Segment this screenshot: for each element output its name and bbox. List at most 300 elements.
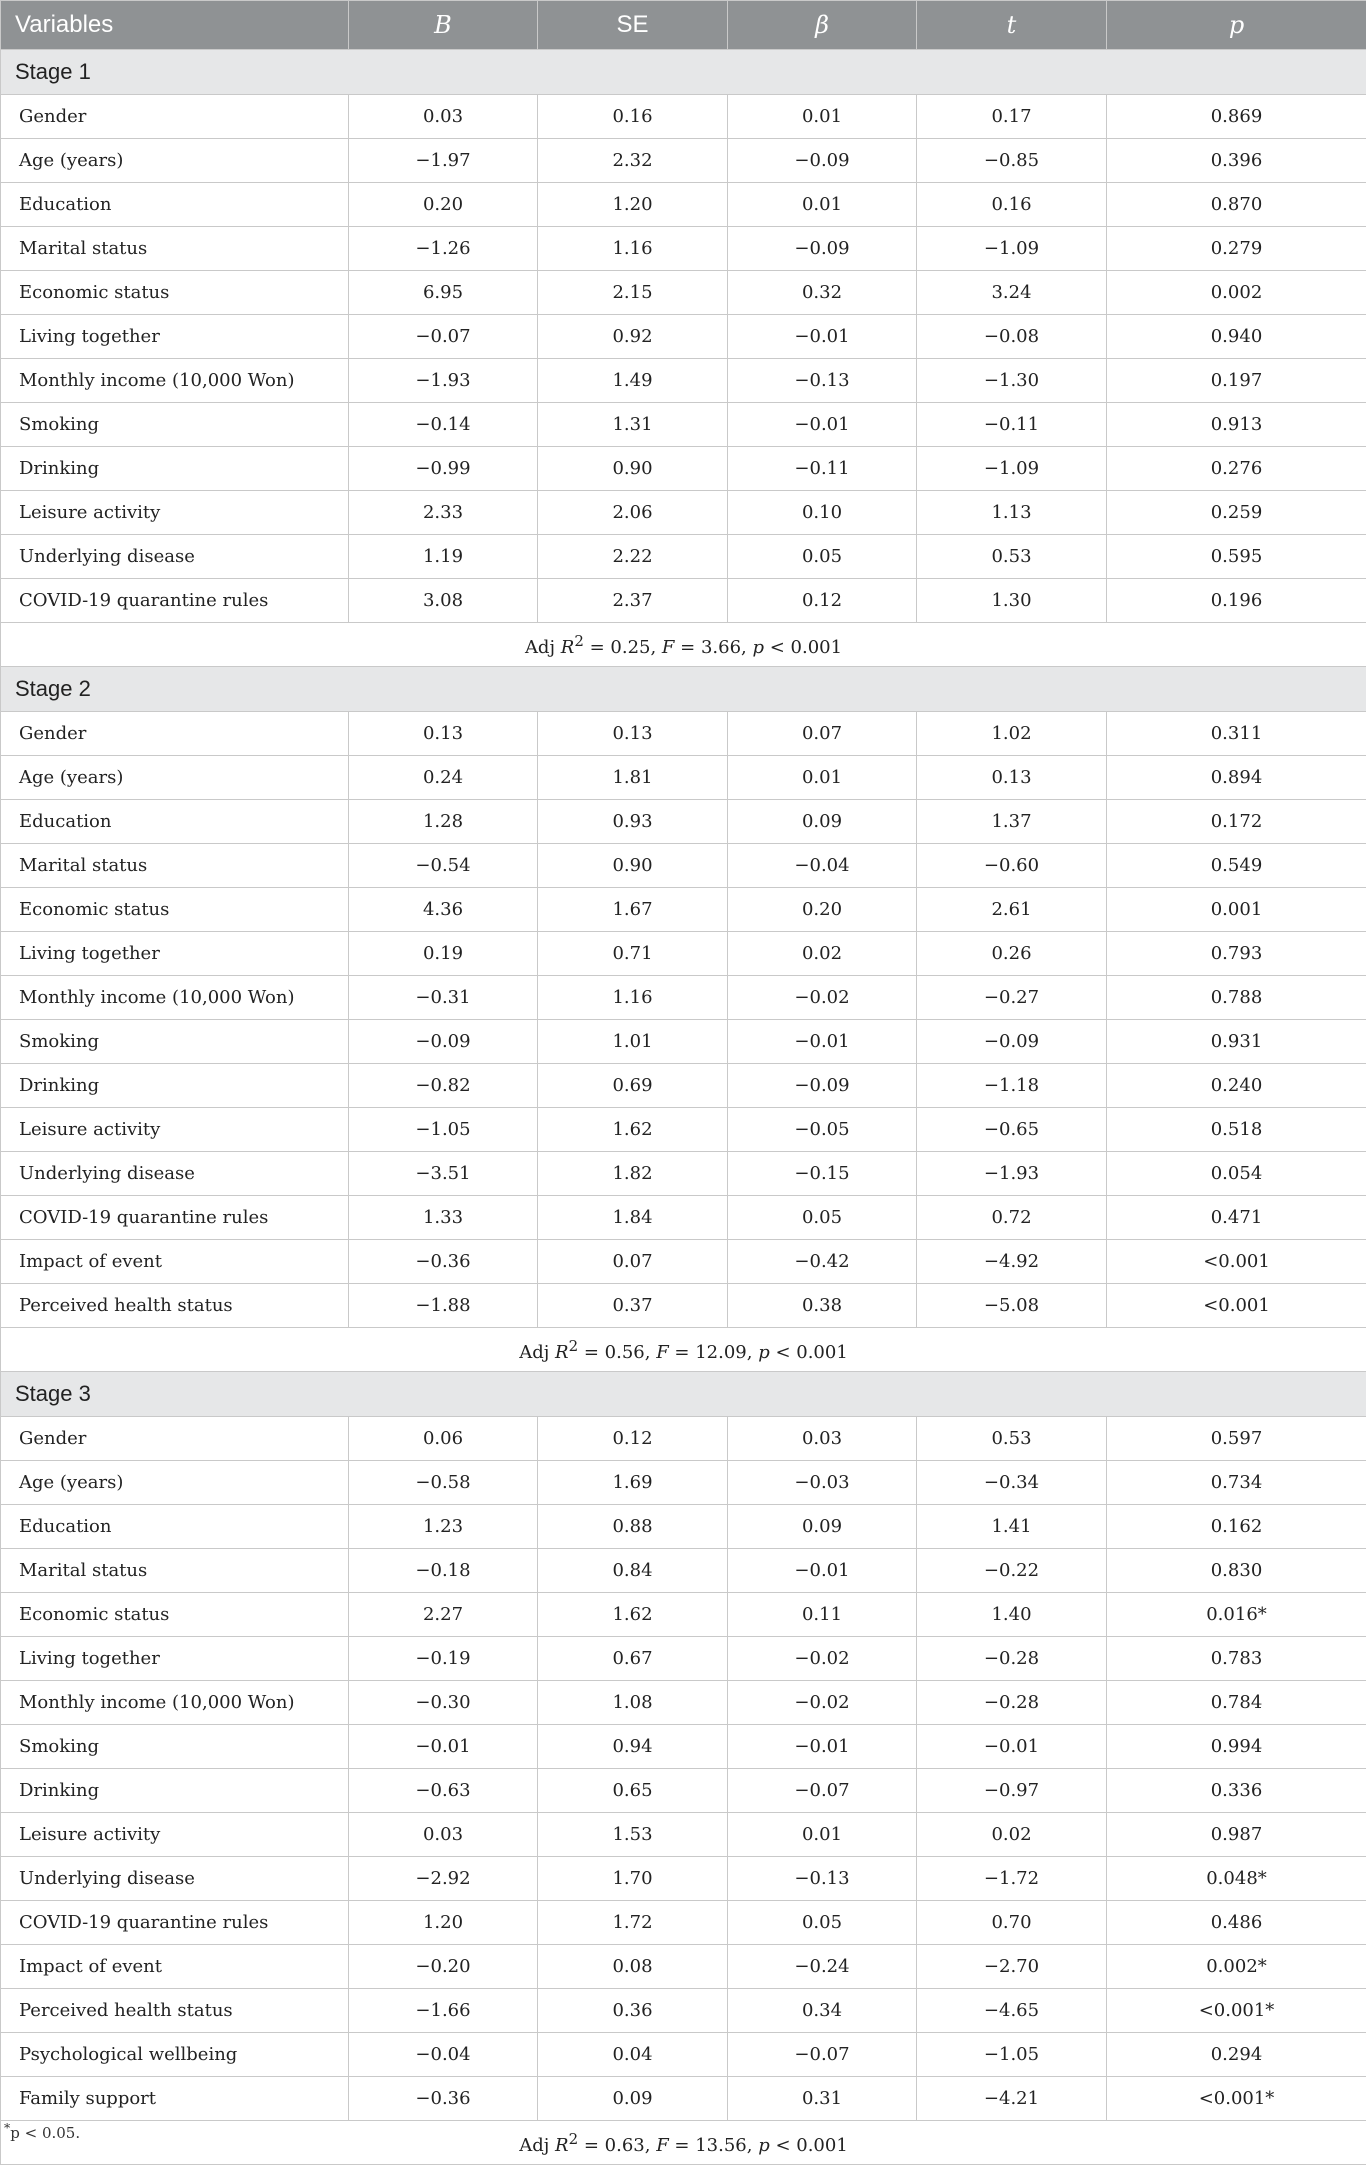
p-cell: 0.788 — [1107, 976, 1366, 1020]
table-row — [1, 535, 1366, 579]
variable-cell: Age (years) — [1, 139, 349, 183]
t-cell: −4.21 — [917, 2077, 1107, 2121]
beta-cell: −0.07 — [728, 1769, 917, 1813]
variable-cell: COVID-19 quarantine rules — [1, 1901, 349, 1945]
b-cell: 0.24 — [349, 756, 538, 800]
se-cell: 0.12 — [538, 1417, 728, 1461]
p-cell: 0.294 — [1107, 2033, 1366, 2077]
model-summary-row — [1, 1328, 1366, 1372]
t-cell: 1.13 — [917, 491, 1107, 535]
p-cell: 0.172 — [1107, 800, 1366, 844]
variable-cell: Marital status — [1, 227, 349, 271]
p-cell: 0.994 — [1107, 1725, 1366, 1769]
t-cell: 1.02 — [917, 712, 1107, 756]
model-summary-row — [1, 2121, 1366, 2165]
table-row — [1, 271, 1366, 315]
t-cell: 3.24 — [917, 271, 1107, 315]
variable-cell: Psychological wellbeing — [1, 2033, 349, 2077]
b-cell: −1.26 — [349, 227, 538, 271]
beta-cell: 0.05 — [728, 1901, 917, 1945]
t-cell: −0.01 — [917, 1725, 1107, 1769]
t-cell: 0.70 — [917, 1901, 1107, 1945]
variable-cell: Impact of event — [1, 1945, 349, 1989]
t-cell: −0.09 — [917, 1020, 1107, 1064]
table-row — [1, 1196, 1366, 1240]
variable-cell: Gender — [1, 95, 349, 139]
table-row — [1, 888, 1366, 932]
se-cell: 1.16 — [538, 227, 728, 271]
beta-cell: −0.02 — [728, 1681, 917, 1725]
se-cell: 1.81 — [538, 756, 728, 800]
summary-r2-value: = 0.63, — [578, 2135, 656, 2156]
table-row — [1, 1813, 1366, 1857]
p-cell: <0.001* — [1107, 2077, 1366, 2121]
variable-cell: Marital status — [1, 844, 349, 888]
se-cell: 1.72 — [538, 1901, 728, 1945]
summary-r-exponent: 2 — [569, 1337, 579, 1355]
b-cell: −0.99 — [349, 447, 538, 491]
se-cell: 1.69 — [538, 1461, 728, 1505]
b-cell: −1.66 — [349, 1989, 538, 2033]
se-cell: 2.06 — [538, 491, 728, 535]
variable-cell: Family support — [1, 2077, 349, 2121]
se-cell: 2.37 — [538, 579, 728, 623]
t-cell: 1.30 — [917, 579, 1107, 623]
beta-cell: 0.09 — [728, 1505, 917, 1549]
p-cell: 0.931 — [1107, 1020, 1366, 1064]
table-row — [1, 447, 1366, 491]
b-cell: −0.30 — [349, 1681, 538, 1725]
beta-cell: −0.07 — [728, 2033, 917, 2077]
beta-cell: 0.01 — [728, 183, 917, 227]
summary-f-value: = 3.66, — [674, 637, 752, 658]
beta-cell: 0.03 — [728, 1417, 917, 1461]
variable-cell: Monthly income (10,000 Won) — [1, 976, 349, 1020]
variable-cell: Gender — [1, 1417, 349, 1461]
t-cell: −2.70 — [917, 1945, 1107, 1989]
table-row — [1, 1945, 1366, 1989]
p-cell: 0.734 — [1107, 1461, 1366, 1505]
b-cell: −0.63 — [349, 1769, 538, 1813]
p-cell: 0.002 — [1107, 271, 1366, 315]
b-cell: 2.33 — [349, 491, 538, 535]
table-row — [1, 1284, 1366, 1328]
p-cell: <0.001* — [1107, 1989, 1366, 2033]
b-cell: 2.27 — [349, 1593, 538, 1637]
beta-cell: −0.05 — [728, 1108, 917, 1152]
t-cell: 0.72 — [917, 1196, 1107, 1240]
stage-title: Stage 2 — [1, 667, 1366, 712]
t-cell: −0.65 — [917, 1108, 1107, 1152]
se-cell: 0.93 — [538, 800, 728, 844]
se-cell: 0.04 — [538, 2033, 728, 2077]
beta-cell: 0.01 — [728, 756, 917, 800]
t-cell: 0.13 — [917, 756, 1107, 800]
beta-cell: −0.01 — [728, 403, 917, 447]
p-cell: 0.196 — [1107, 579, 1366, 623]
b-cell: −0.04 — [349, 2033, 538, 2077]
variable-cell: Underlying disease — [1, 1152, 349, 1196]
table-row — [1, 2033, 1366, 2077]
header-se: SE — [538, 1, 728, 50]
table-row — [1, 1593, 1366, 1637]
table-row — [1, 1152, 1366, 1196]
summary-r2-value: = 0.56, — [578, 1342, 656, 1363]
variable-cell: Age (years) — [1, 1461, 349, 1505]
t-cell: −0.11 — [917, 403, 1107, 447]
variable-cell: Monthly income (10,000 Won) — [1, 359, 349, 403]
b-cell: −1.93 — [349, 359, 538, 403]
table-row — [1, 1681, 1366, 1725]
se-cell: 0.37 — [538, 1284, 728, 1328]
p-cell: 0.162 — [1107, 1505, 1366, 1549]
t-cell: −0.60 — [917, 844, 1107, 888]
beta-cell: −0.42 — [728, 1240, 917, 1284]
b-cell: 0.13 — [349, 712, 538, 756]
se-cell: 0.36 — [538, 1989, 728, 2033]
beta-cell: 0.05 — [728, 1196, 917, 1240]
se-cell: 0.65 — [538, 1769, 728, 1813]
table-row — [1, 183, 1366, 227]
t-cell: −0.22 — [917, 1549, 1107, 1593]
t-cell: −0.28 — [917, 1637, 1107, 1681]
variable-cell: Marital status — [1, 1549, 349, 1593]
table-row — [1, 1989, 1366, 2033]
table-row — [1, 1769, 1366, 1813]
beta-cell: 0.34 — [728, 1989, 917, 2033]
table-row — [1, 756, 1366, 800]
p-cell: 0.518 — [1107, 1108, 1366, 1152]
variable-cell: Smoking — [1, 403, 349, 447]
b-cell: 0.03 — [349, 1813, 538, 1857]
se-cell: 1.84 — [538, 1196, 728, 1240]
summary-f-value: = 12.09, — [669, 1342, 759, 1363]
variable-cell: Drinking — [1, 1064, 349, 1108]
table-row — [1, 1505, 1366, 1549]
table-row — [1, 227, 1366, 271]
variable-cell: Perceived health status — [1, 1284, 349, 1328]
b-cell: −0.19 — [349, 1637, 538, 1681]
p-cell: 0.784 — [1107, 1681, 1366, 1725]
model-summary — [1, 623, 1366, 667]
p-cell: 0.793 — [1107, 932, 1366, 976]
beta-cell: −0.01 — [728, 1549, 917, 1593]
se-cell: 1.49 — [538, 359, 728, 403]
b-cell: −1.88 — [349, 1284, 538, 1328]
beta-cell: −0.01 — [728, 1020, 917, 1064]
table-header — [1, 1, 1366, 50]
t-cell: 0.02 — [917, 1813, 1107, 1857]
table-row — [1, 1240, 1366, 1284]
table-row — [1, 976, 1366, 1020]
p-cell: 0.396 — [1107, 139, 1366, 183]
se-cell: 0.90 — [538, 447, 728, 491]
t-cell: 0.53 — [917, 535, 1107, 579]
header-beta: β — [728, 1, 917, 50]
beta-cell: −0.15 — [728, 1152, 917, 1196]
summary-r-exponent: 2 — [574, 632, 584, 650]
se-cell: 2.22 — [538, 535, 728, 579]
se-cell: 0.08 — [538, 1945, 728, 1989]
beta-cell: 0.01 — [728, 95, 917, 139]
stage-header-row — [1, 1372, 1366, 1417]
b-cell: 0.06 — [349, 1417, 538, 1461]
table-row — [1, 1549, 1366, 1593]
t-cell: −4.92 — [917, 1240, 1107, 1284]
header-t: t — [917, 1, 1107, 50]
t-cell: −4.65 — [917, 1989, 1107, 2033]
p-cell: 0.830 — [1107, 1549, 1366, 1593]
se-cell: 1.08 — [538, 1681, 728, 1725]
t-cell: 0.26 — [917, 932, 1107, 976]
model-summary — [1, 1328, 1366, 1372]
se-cell: 1.16 — [538, 976, 728, 1020]
variable-cell: Living together — [1, 1637, 349, 1681]
se-cell: 1.82 — [538, 1152, 728, 1196]
variable-cell: Education — [1, 1505, 349, 1549]
b-cell: −0.01 — [349, 1725, 538, 1769]
t-cell: 0.17 — [917, 95, 1107, 139]
b-cell: −0.58 — [349, 1461, 538, 1505]
variable-cell: Gender — [1, 712, 349, 756]
table-row — [1, 1064, 1366, 1108]
se-cell: 0.71 — [538, 932, 728, 976]
table-row — [1, 95, 1366, 139]
table-row — [1, 359, 1366, 403]
table-row — [1, 1725, 1366, 1769]
t-cell: 1.37 — [917, 800, 1107, 844]
p-cell: 0.783 — [1107, 1637, 1366, 1681]
variable-cell: Monthly income (10,000 Won) — [1, 1681, 349, 1725]
p-cell: 0.259 — [1107, 491, 1366, 535]
t-cell: −1.93 — [917, 1152, 1107, 1196]
beta-cell: −0.09 — [728, 227, 917, 271]
beta-cell: −0.13 — [728, 359, 917, 403]
p-cell: <0.001 — [1107, 1240, 1366, 1284]
t-cell: −0.34 — [917, 1461, 1107, 1505]
p-cell: 0.054 — [1107, 1152, 1366, 1196]
table-row — [1, 139, 1366, 183]
summary-r-exponent: 2 — [569, 2130, 579, 2148]
beta-cell: 0.01 — [728, 1813, 917, 1857]
t-cell: −0.97 — [917, 1769, 1107, 1813]
table-row — [1, 1901, 1366, 1945]
summary-p-value: < 0.001 — [770, 1342, 848, 1363]
t-cell: 1.41 — [917, 1505, 1107, 1549]
table-row — [1, 579, 1366, 623]
p-cell: 0.048* — [1107, 1857, 1366, 1901]
summary-r-symbol: R — [561, 637, 575, 658]
variable-cell: Economic status — [1, 1593, 349, 1637]
beta-cell: −0.09 — [728, 1064, 917, 1108]
variable-cell: Drinking — [1, 1769, 349, 1813]
p-cell: 0.987 — [1107, 1813, 1366, 1857]
p-cell: 0.549 — [1107, 844, 1366, 888]
table-row — [1, 491, 1366, 535]
se-cell: 0.94 — [538, 1725, 728, 1769]
variable-cell: Drinking — [1, 447, 349, 491]
beta-cell: −0.24 — [728, 1945, 917, 1989]
header-b: B — [349, 1, 538, 50]
t-cell: −1.09 — [917, 447, 1107, 491]
p-cell: 0.894 — [1107, 756, 1366, 800]
variable-cell: COVID-19 quarantine rules — [1, 579, 349, 623]
se-cell: 0.92 — [538, 315, 728, 359]
b-cell: −0.18 — [349, 1549, 538, 1593]
beta-cell: −0.09 — [728, 139, 917, 183]
p-cell: 0.276 — [1107, 447, 1366, 491]
stage-title: Stage 3 — [1, 1372, 1366, 1417]
se-cell: 1.01 — [538, 1020, 728, 1064]
table-row — [1, 315, 1366, 359]
variable-cell: Perceived health status — [1, 1989, 349, 2033]
t-cell: −0.28 — [917, 1681, 1107, 1725]
table-row — [1, 844, 1366, 888]
p-cell: 0.279 — [1107, 227, 1366, 271]
beta-cell: −0.13 — [728, 1857, 917, 1901]
t-cell: 0.16 — [917, 183, 1107, 227]
beta-cell: 0.05 — [728, 535, 917, 579]
summary-prefix: Adj — [519, 2135, 555, 2156]
variable-cell: Smoking — [1, 1725, 349, 1769]
variable-cell: Living together — [1, 932, 349, 976]
beta-cell: 0.02 — [728, 932, 917, 976]
b-cell: 1.19 — [349, 535, 538, 579]
t-cell: −1.09 — [917, 227, 1107, 271]
se-cell: 1.62 — [538, 1593, 728, 1637]
variable-cell: Age (years) — [1, 756, 349, 800]
b-cell: 0.19 — [349, 932, 538, 976]
p-cell: <0.001 — [1107, 1284, 1366, 1328]
beta-cell: −0.02 — [728, 976, 917, 1020]
b-cell: 1.23 — [349, 1505, 538, 1549]
p-cell: 0.336 — [1107, 1769, 1366, 1813]
p-cell: 0.913 — [1107, 403, 1366, 447]
summary-f-symbol: F — [656, 2135, 669, 2156]
b-cell: 1.20 — [349, 1901, 538, 1945]
p-cell: 0.595 — [1107, 535, 1366, 579]
beta-cell: −0.02 — [728, 1637, 917, 1681]
b-cell: 4.36 — [349, 888, 538, 932]
t-cell: −1.30 — [917, 359, 1107, 403]
table-row — [1, 1108, 1366, 1152]
summary-p-symbol: p — [752, 637, 764, 658]
table-row — [1, 403, 1366, 447]
table-row — [1, 800, 1366, 844]
summary-p-symbol: p — [758, 2135, 770, 2156]
summary-r-symbol: R — [555, 2135, 569, 2156]
p-cell: 0.002* — [1107, 1945, 1366, 1989]
beta-cell: 0.31 — [728, 2077, 917, 2121]
se-cell: 0.84 — [538, 1549, 728, 1593]
se-cell: 1.62 — [538, 1108, 728, 1152]
variable-cell: Education — [1, 183, 349, 227]
table-row — [1, 1637, 1366, 1681]
se-cell: 2.15 — [538, 271, 728, 315]
b-cell: 6.95 — [349, 271, 538, 315]
variable-cell: Impact of event — [1, 1240, 349, 1284]
t-cell: −0.08 — [917, 315, 1107, 359]
beta-cell: 0.10 — [728, 491, 917, 535]
variable-cell: Economic status — [1, 888, 349, 932]
table-body — [1, 50, 1366, 2165]
beta-cell: −0.11 — [728, 447, 917, 491]
b-cell: −0.36 — [349, 1240, 538, 1284]
beta-cell: 0.11 — [728, 1593, 917, 1637]
p-cell: 0.869 — [1107, 95, 1366, 139]
t-cell: −0.85 — [917, 139, 1107, 183]
table-row — [1, 1020, 1366, 1064]
table-row — [1, 1857, 1366, 1901]
t-cell: 1.40 — [917, 1593, 1107, 1637]
se-cell: 0.67 — [538, 1637, 728, 1681]
beta-cell: −0.01 — [728, 315, 917, 359]
t-cell: 2.61 — [917, 888, 1107, 932]
summary-f-symbol: F — [656, 1342, 669, 1363]
b-cell: −0.20 — [349, 1945, 538, 1989]
table-row — [1, 2077, 1366, 2121]
b-cell: −0.14 — [349, 403, 538, 447]
variable-cell: Leisure activity — [1, 1813, 349, 1857]
se-cell: 0.07 — [538, 1240, 728, 1284]
p-cell: 0.471 — [1107, 1196, 1366, 1240]
summary-prefix: Adj — [519, 1342, 555, 1363]
model-summary-row — [1, 623, 1366, 667]
summary-prefix: Adj — [525, 637, 561, 658]
b-cell: −0.54 — [349, 844, 538, 888]
se-cell: 2.32 — [538, 139, 728, 183]
variable-cell: Leisure activity — [1, 1108, 349, 1152]
b-cell: 1.33 — [349, 1196, 538, 1240]
se-cell: 1.70 — [538, 1857, 728, 1901]
stage-header-row — [1, 667, 1366, 712]
se-cell: 1.53 — [538, 1813, 728, 1857]
b-cell: −2.92 — [349, 1857, 538, 1901]
summary-p-symbol: p — [758, 1342, 770, 1363]
b-cell: −3.51 — [349, 1152, 538, 1196]
se-cell: 0.16 — [538, 95, 728, 139]
p-cell: 0.240 — [1107, 1064, 1366, 1108]
beta-cell: 0.32 — [728, 271, 917, 315]
se-cell: 0.90 — [538, 844, 728, 888]
variable-cell: Education — [1, 800, 349, 844]
beta-cell: −0.04 — [728, 844, 917, 888]
header-variables: Variables — [1, 1, 349, 50]
table-row — [1, 1417, 1366, 1461]
t-cell: −1.72 — [917, 1857, 1107, 1901]
p-cell: 0.311 — [1107, 712, 1366, 756]
table-row — [1, 1461, 1366, 1505]
se-cell: 0.69 — [538, 1064, 728, 1108]
t-cell: −0.27 — [917, 976, 1107, 1020]
stage-title: Stage 1 — [1, 50, 1366, 95]
variable-cell: Living together — [1, 315, 349, 359]
b-cell: 0.03 — [349, 95, 538, 139]
table-row — [1, 712, 1366, 756]
b-cell: −0.31 — [349, 976, 538, 1020]
beta-cell: 0.07 — [728, 712, 917, 756]
summary-r-symbol: R — [555, 1342, 569, 1363]
p-cell: 0.940 — [1107, 315, 1366, 359]
summary-p-value: < 0.001 — [770, 2135, 848, 2156]
beta-cell: 0.20 — [728, 888, 917, 932]
se-cell: 1.67 — [538, 888, 728, 932]
beta-cell: 0.12 — [728, 579, 917, 623]
p-cell: 0.016* — [1107, 1593, 1366, 1637]
t-cell: −1.18 — [917, 1064, 1107, 1108]
summary-f-symbol: F — [662, 637, 675, 658]
b-cell: −0.07 — [349, 315, 538, 359]
